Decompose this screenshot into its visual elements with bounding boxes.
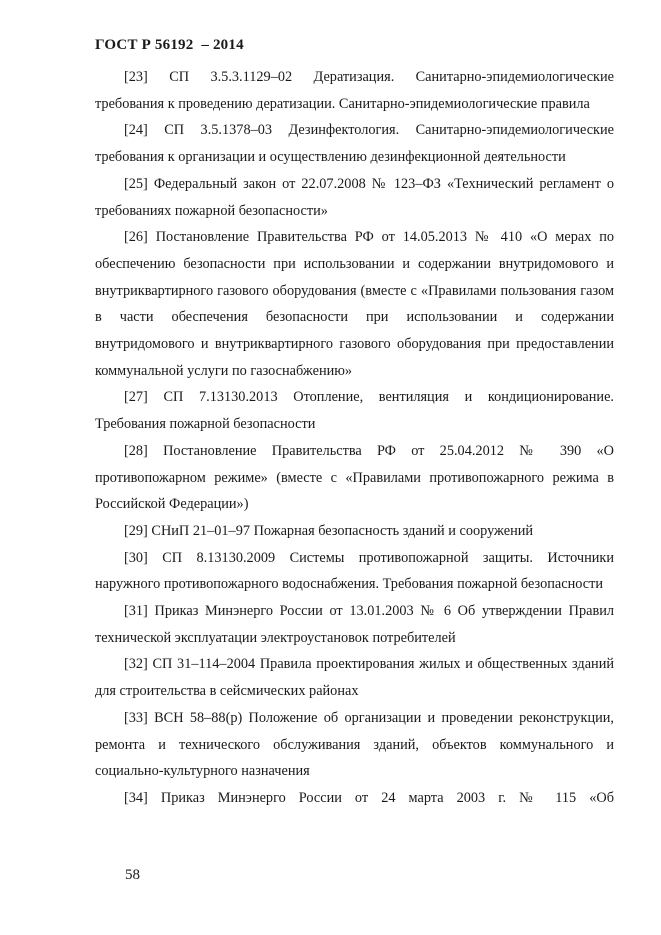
reference-item-29 <box>95 518 614 545</box>
reference-number: [32] <box>124 656 148 673</box>
reference-text: Приказ Минэнерго России от 13.01.2003 № 6 Об утверждении Правил технической эксплуатации электроустановок потребителей <box>95 603 614 646</box>
reference-number: [30] <box>124 549 148 566</box>
reference-text: Федеральный закон от 22.07.2008 № 123–ФЗ «Технический регламент о требованиях пожарной безопасности» <box>95 175 614 219</box>
document-header: ГОСТ Р 56192 – 2014 <box>95 37 244 53</box>
reference-item-26 <box>95 224 614 384</box>
reference-number: [25] <box>124 175 148 192</box>
reference-item-24 <box>95 117 614 170</box>
reference-item-30 <box>95 545 614 598</box>
reference-item-31 <box>95 598 614 651</box>
reference-list <box>95 64 614 812</box>
reference-text: СП 7.13130.2013 Отопление, вентиляция и кондиционирование. Требования пожарной безопасности <box>95 389 614 433</box>
reference-number: [26] <box>124 229 148 246</box>
reference-number: [23] <box>124 69 148 85</box>
reference-number: [27] <box>124 389 148 406</box>
reference-text: Постановление Правительства РФ от 25.04.2012 № 390 «О противопожарном режиме» (вместе с «Правилами противопожарного режима в Российской Федерации») <box>95 442 614 513</box>
reference-number: [24] <box>124 122 148 139</box>
reference-item-34 <box>95 785 614 812</box>
reference-number: [31] <box>124 603 148 620</box>
reference-number: [34] <box>124 789 148 806</box>
reference-item-28 <box>95 438 614 518</box>
reference-text: Постановление Правительства РФ от 14.05.2013 № 410 «О мерах по обеспечению безопасности при использовании и содержании внутридомового и внутриквартирного газового оборудования (вместе с «Правилами пользования газом в части обеспечения безопасности при использовании и содержании внутридомового и внутриквартирного газового оборудования при предоставлении коммунальной услуги по газоснабжению» <box>95 229 614 379</box>
reference-text: СП 3.5.1378–03 Дезинфектология. Санитарно-эпидемиологические требования к организации и осуществлению дезинфекционной деятельности <box>95 122 614 166</box>
reference-text: ВСН 58–88(р) Положение об организации и проведении реконструкции, ремонта и технического обслуживания зданий, объектов коммунального и социально-культурного назначения <box>95 709 614 780</box>
reference-text: Приказ Минэнерго России от 24 марта 2003 г. № 115 «Об <box>160 789 615 806</box>
reference-number: [29] <box>124 522 148 539</box>
reference-item-27 <box>95 384 614 437</box>
reference-item-25 <box>95 171 614 224</box>
reference-text: СП 3.5.3.1129–02 Дератизация. Санитарно-эпидемиологические требования к проведению дератизации. Санитарно-эпидемиологические правила <box>95 69 615 112</box>
reference-text: СП 8.13130.2009 Системы противопожарной защиты. Источники наружного противопожарного водоснабжения. Требования пожарной безопасности <box>95 549 614 593</box>
reference-item-33 <box>95 705 614 785</box>
reference-number: [28] <box>124 442 148 459</box>
reference-text: СНиП 21–01–97 Пожарная безопасность зданий и сооружений <box>151 522 534 539</box>
reference-item-23 <box>95 64 614 117</box>
reference-number: [33] <box>124 709 148 726</box>
page-number: 58 <box>125 867 140 883</box>
reference-text: СП 31–114–2004 Правила проектирования жилых и общественных зданий для строительства в сейсмических районах <box>95 656 614 700</box>
reference-item-32 <box>95 651 614 704</box>
